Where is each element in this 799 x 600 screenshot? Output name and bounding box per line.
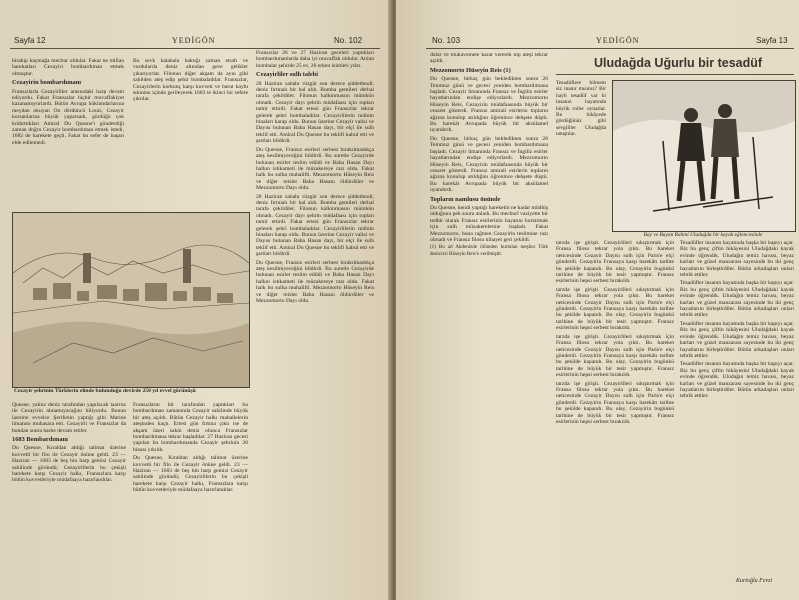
photo-illustration	[613, 81, 795, 231]
page-number: Sayfa 13	[756, 36, 788, 45]
paragraph: Tesadüflere bilmem siz inanır mısınız? Bir hayli tesadüf var ki insanın hayatında büyük roller oynarlar. Bu hikâyede gördüğünüz gibi sevgililer Uludağda tanıştılar.	[556, 80, 606, 138]
author-signature: Kurtoğlu Fevzi	[736, 578, 773, 584]
paragraph: Du Quesne, birkaç gün bekledikten sonra 26 Temmuz günü ve gecesi yeniden bombardımana başladı. Cezayir limanında Fransız ve İngiliz esirler hayatlarından endişe ediyorlardı. Mezzomorto Hüseyin Reis, Cezayirin müdafaasında büyük bir cesaret gösterdi. Fransız amirali esirlerin topların ağzına konulup atıldığını öğrenince dehşete düştü. Bu harekât Avrupada büyük bir aksülamel uyandırdı.	[430, 76, 548, 134]
section-heading: Cezayirliler sulh talebi	[256, 71, 319, 79]
paragraph: Fransızlarla Cezayirliler arasındaki harp devam ediyordu. Fakat Fransızlar hiçbir muvaffakiyet kazanamıyorlardı. Bütün Avrupa hükümdarlarına meydan okuyan On dördüncü Louis, Cezayir korsanlarına büyük yaparsadı, gördüğü çok kıldırttıkları Amiral Du Quesne'i gönderdiği zaman doğru Cezayir bombardıman etmek istedi, 1682 de harekete geçti. Fakat bu sefer de başarı elde edilemedi.	[12, 88, 124, 146]
issue-number: No. 103	[432, 36, 461, 45]
ski-photo	[612, 80, 796, 232]
left-page	[0, 0, 392, 600]
footnote: (1) Bu ad Akdenizde ölümden kurtulan meşhur Türk denizcisi Hüseyin Reis'e verilmiştir.	[430, 245, 548, 257]
header-rule	[10, 48, 380, 49]
paragraph: tarzda işe girişti. Cezayirlileri sıkıştırmak için Fransa filosu tekrar yola çıktı. Bu hareket neticesinde Cezayir Dayısı sulh için Paris'e elçi gönderdi. Cezayirin Fransaya karşı harekâtı tarihte bu şekilde kapandı. Bu olay, Cezayirin bugünkü tarihine de büyük bir tesir yapmıştır. Fransız esirlerinin hepsi serbest bırakıldı.	[556, 240, 674, 285]
page-number: Sayfa 12	[14, 36, 46, 45]
paragraph: Du Quesne, kendi yaptığı hareketin ne kadar müdhiş olduğunu pek sonra anladı. Bu mecburî vaziyette bir tedbir olarak Fransız esirlerinin hayatını kurtarmak için sulh müzakerelerine başladı. Fakat Mezzomorto, buna rağmen Cezayirin teslimine razı olmadı ve Fransız filosu nihayet geri çekildi.	[430, 204, 548, 243]
title-rule	[556, 74, 794, 75]
paragraph: Tesadüfler insanın hayatında başka bir kapıyı açar. Biz bu genç çiftin hikâyesini Uludağdaki kayak evinde öğrendik. Uludağın temiz havası, beyaz karları ve güzel manzarası sayesinde bu iki genç hayatlarını birleştirdiler. Bütün arkadaşları onları tebrik ettiler.	[680, 361, 794, 400]
paragraph: tarzda işe girişti. Cezayirlileri sıkıştırmak için Fransa filosu tekrar yola çıktı. Bu hareket neticesinde Cezayir Dayısı sulh için Paris'e elçi gönderdi. Cezayirin Fransaya karşı harekâtı tarihte bu şekilde kapandı. Bu olay, Cezayirin bugünkü tarihine de büyük bir tesir yapmıştır. Fransız esirlerinin hepsi serbest bırakıldı.	[556, 333, 674, 379]
journal-name: YEDİGÖN	[596, 36, 640, 45]
paragraph: Quesne, yalnız deniz tarafından yapılacak taarruz ile Cezayirin alınamıyacağını biliyordu. Bunun üzerine evvelce Şerifenin yaptığı gibi Marine limanını muhasara etti. Cezayirli ve Fransızlar da bundan sonra harbe devam ettiler.	[12, 402, 126, 434]
paragraph: tarzda işe girişti. Cezayirlileri sıkıştırmak için Fransa filosu tekrar yola çıktı. Bu hareket neticesinde Cezayir Dayısı sulh için Paris'e elçi gönderdi. Cezayirin Fransaya karşı harekâtı tarihte bu şekilde kapandı. Bu olay, Cezayirin bugünkü tarihine de büyük bir tesir yapmıştır. Fransız esirlerinin hepsi serbest bırakıldı.	[556, 286, 674, 332]
column-1	[430, 52, 548, 592]
paragraph: Fransızlar 26 ve 27 Haziran geceleri yaptıkları bombardımanlarda daha iyi muvaffak oldular. Atılan bombalar şehirde 25 ev, 20 erken isimleri yıktı.	[256, 50, 374, 69]
column-2-bottom	[133, 402, 248, 594]
paragraph: Bu sevk kalabala baktığı zaman etrafı ve vurdularda deniz altından gece gelikler çıkarıyorlar. Filonun diğer akşam da aynı gibi sahilden ateş edip şehir bombaladılar. Fransızlar, Cezayirlerin korkunç karşı kuvveti ve barut kaybı sıkıntısı içinde gerileyerek 1683 te ikinci bir sefere çıktılar.	[133, 58, 248, 103]
journal-name: YEDİGÖN	[172, 36, 216, 45]
column-1-bottom	[12, 402, 126, 594]
paragraph: tarzda işe girişti. Cezayirlileri sıkıştırmak için Fransa filosu tekrar yola çıktı. Bu hareket neticesinde Cezayir Dayısı sulh için Paris'e elçi gönderdi. Cezayirin Fransaya karşı harekâtı tarihte bu şekilde kapandı. Bu olay, Cezayirin bugünkü tarihine de büyük bir tesir yapmıştır. Fransız esirlerinin hepsi serbest bırakıldı.	[556, 380, 674, 425]
photo-side-text	[556, 80, 606, 230]
column-2	[556, 240, 674, 592]
paragraph: 28 Haziran sabahı rüzgâr son derece şiddetlendi; deniz fırtınalı bir hal aldı. Bomba gemileri derhal tarafa çekildiler. Filonun kalkınmasını mümkün olmadı. Cezayir dayı şehrin müdafaası için topları tamir ettirdi. Fakat ertesi gün Fransızlar tekrar gelerek şehri bombaladılar. Cezayirlilerin mühim binaları harap oldu. Bunun üzerine Cezayir valisi ve Dayısı bulunan Baba Hasan dayı, bir elçi ile sulh teklif etti. Amiral Du Quesne bu teklifi kabul etti ve şartları bildirdi.	[256, 193, 374, 258]
paragraph: dular ve mukavemete karar vererek top ateşi tekrar açıldı.	[430, 52, 548, 65]
column-2-top	[133, 58, 248, 208]
section-heading: Mezzomorto Hüseyin Reis (1)	[430, 66, 511, 74]
column-1-top	[12, 58, 124, 208]
right-page	[396, 0, 799, 600]
section-heading: Topların namlusu önünde	[430, 195, 501, 203]
section-heading: 1683 Bombardımanı	[12, 436, 68, 444]
paragraph: Du Quesne, Fransız esirleri serbest bırakılmadıkça ateş kesilmiyeceğini bildirdi. Bu suretle Cezayirde bulunan esirler teslim edildi ve Baba Hasan Dayı halkın istikameti ile müzakereye razı oldu. Fakat halk bu sulha muhalifti. Mezzomorto Hüseyin Reis ve diğer reisler Baba Hasanı öldürdüler ve Mezzomorto Dayı oldu.	[256, 146, 374, 192]
figure-caption: Cezayir şehrinin Türklerin elinde bulunduğu devirde 250 yıl evvel görünüşü	[14, 388, 196, 394]
paragraph: 28 Haziran sabahı rüzgâr son derece şiddetlendi; deniz fırtınalı bir hal aldı. Bomba gemileri derhal tarafa çekildiler. Filonun kalkınmasını mümkün olmadı. Cezayir dayı şehrin müdafaası için topları tamir ettirdi. Fakat ertesi gün Fransızlar tekrar gelerek şehri bombaladılar. Cezayirlilerin mühim binaları harap oldu. Bunun üzerine Cezayir valisi ve Dayısı bulunan Baba Hasan dayı, bir elçi ile sulh teklif etti. Amiral Du Quesne bu teklifi kabul etti ve şartları bildirdi.	[256, 80, 374, 145]
header-rule	[426, 48, 794, 49]
photo-caption: Bay ve Bayan Rahmi Uludağda bir kayak eğlencesinde	[643, 232, 763, 238]
section-heading: Cezayirin bombardımanı	[12, 79, 82, 87]
paragraph: Du Quesne, Fransız esirleri serbest bırakılmadıkça ateş kesilmiyeceğini bildirdi. Bu suretle Cezayirde bulunan esirler teslim edildi ve Baba Hasan Dayı halkın istikameti ile müzakereye razı oldu. Fakat halk bu sulha muhalifti. Mezzomorto Hüseyin Reis ve diğer reisler Baba Hasanı öldürdüler ve Mezzomorto Dayı oldu.	[256, 259, 374, 305]
article-title: Uludağda Uğurlu bir tesadüf	[594, 56, 763, 70]
paragraph: Tesadüfler insanın hayatında başka bir kapıyı açar. Biz bu genç çiftin hikâyesini Uludağdaki kayak evinde öğrendik. Uludağın temiz havası, beyaz karları ve güzel manzarası sayesinde bu iki genç hayatlarını birleştirdiler. Bütün arkadaşları onları tebrik ettiler.	[680, 240, 794, 279]
paragraph: Du Quesne, Kıraldan aldığı talimat üzerine kuvvetli bir filo ile Cezayir önüne geldi. 23 — Haziran — 1683 de beş bin harp gemisi Cezayir sahilinde göründü; Cezayirlilerin bu çekişli harekete karşı Cezayir halkı, Fransızlara karşı bütün kuvvetleriyle müdafaaya hazırlandılar.	[12, 445, 126, 484]
column-3	[680, 240, 794, 575]
paragraph: birakip kaçmağa mecbur oldular. Fakat ne millan harekatları Cezayiri bombardıman etmek olmuştur.	[12, 58, 124, 77]
engraving-algiers	[12, 212, 250, 388]
engraving-illustration	[13, 213, 249, 387]
issue-number: No. 102	[334, 36, 363, 45]
column-3	[256, 50, 374, 590]
paragraph: Tesadüfler insanın hayatında başka bir kapıyı açar. Biz bu genç çiftin hikâyesini Uludağdaki kayak evinde öğrendik. Uludağın temiz havası, beyaz karları ve güzel manzarası sayesinde bu iki genç hayatlarını birleştirdiler. Bütün arkadaşları onları tebrik ettiler.	[680, 320, 794, 359]
paragraph: Du Quesne, birkaç gün bekledikten sonra 26 Temmuz günü ve gecesi yeniden bombardımana başladı. Cezayir limanında Fransız ve İngiliz esirler hayatlarından endişe ediyorlardı. Mezzomorto Hüseyin Reis, Cezayirin müdafaasında büyük bir cesaret gösterdi. Fransız amirali esirlerin topların ağzına konulup atıldığını öğrenince dehşete düştü. Bu harekât Avrupada büyük bir aksülamel uyandırdı.	[430, 135, 548, 194]
paragraph: Fransızların bir tarafından yaptıkları bu bombardıman zamanında Cezayir sahilinde büyük bir ateş açıldı. Bütün Cezayir halkı mahallelerin ateşinden kaçtı. Ertesi gün fırtına çıktı ise de akşam üzeri sakin deniz olunca Fransızlar bombardımana tekrar başladılar. 27 Haziran gecesi yapılan bu bombardımanda Cezayir şehrinin 20 binası yıkıldı.	[133, 402, 248, 453]
paragraph: Du Quesne, Kıraldan aldığı talimat üzerine kuvvetli bir filo ile Cezayir önüne geldi. 23 — Haziran — 1683 de beş bin harp gemisi Cezayir sahilinde göründü; Cezayirlilerin bu çekişli harekete karşı Cezayir halkı, Fransızlara karşı bütün kuvvetleriyle müdafaaya hazırlandılar.	[133, 455, 248, 494]
paragraph: Tesadüfler insanın hayatında başka bir kapıyı açar. Biz bu genç çiftin hikâyesini Uludağdaki kayak evinde öğrendik. Uludağın temiz havası, beyaz karları ve güzel manzarası sayesinde bu iki genç hayatlarını birleştirdiler. Bütün arkadaşları onları tebrik ettiler.	[680, 280, 794, 319]
